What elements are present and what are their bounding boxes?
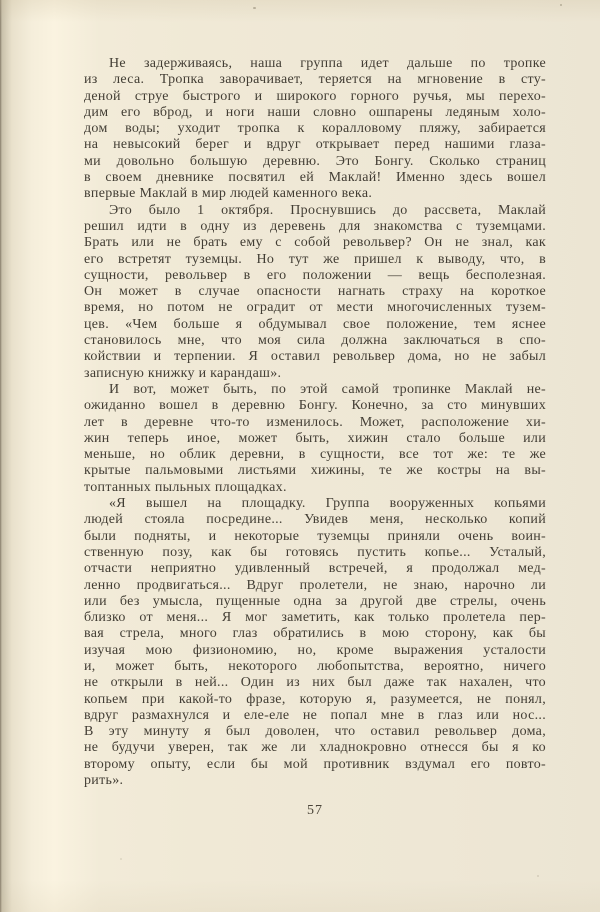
text-line: дим его вброд, и ноги наши словно ошпарены ледяным холо- bbox=[84, 104, 546, 120]
text-line: топтанных пыльных площадках. bbox=[84, 479, 287, 495]
text-line: В эту минуту я был доволен, что оставил револьвер дома, bbox=[84, 724, 546, 740]
text-line: крытые пальмовыми листьями хижины, те же костры на вы- bbox=[84, 463, 546, 479]
text-line: меньше, но облик деревни, в сущности, все тот же: те же bbox=[84, 447, 546, 463]
text-line: на невысокий берег и вдруг открывает перед нашими глаза- bbox=[84, 137, 546, 153]
text-line: Он может в случае опасности нагнать страху на короткое bbox=[84, 284, 546, 300]
text-block bbox=[84, 56, 546, 789]
text-line: Не задерживаясь, наша группа идет дальше по тропке bbox=[109, 56, 546, 71]
text-line: людей стояла посредине... Увидев меня, несколько копий bbox=[84, 512, 546, 528]
text-line: жин теперь иное, может быть, хижин стало больше или bbox=[84, 430, 546, 446]
text-line: Это было 1 октября. Проснувшись до рассвета, Маклай bbox=[109, 202, 546, 218]
text-line: или без умысла, пущенные одна за другой две стрелы, очень bbox=[84, 593, 546, 609]
text-line: ственную позу, как бы готовясь пустить копье... Усталый, bbox=[84, 544, 546, 560]
page-speck bbox=[560, 4, 562, 6]
text-line: отчасти неприятно удивленный встречей, я продолжал мед- bbox=[84, 561, 546, 577]
text-line: впервые Маклай в мир людей каменного века. bbox=[84, 186, 373, 202]
text-line: цев. «Чем больше я обдумывал свое положение, тем яснее bbox=[84, 316, 546, 332]
text-line: Брать или не брать ему с собой револьвер? Он не знал, как bbox=[84, 235, 546, 251]
text-line: вдруг размахнулся и еле-еле не попал мне в глаз или нос... bbox=[84, 707, 546, 723]
text-line: в своем дневнике посвятил ей Маклай! Именно здесь вошел bbox=[84, 170, 546, 186]
text-line: не открыли в ней... Один из них был даже так нахален, что bbox=[84, 675, 546, 691]
text-line: И вот, может быть, по этой самой тропинке Маклай не- bbox=[109, 381, 546, 397]
text-line: ожиданно вошел в деревню Бонгу. Конечно, за сто минувших bbox=[84, 398, 546, 414]
page-number: 57 bbox=[307, 803, 323, 818]
page-speck bbox=[537, 875, 539, 877]
text-line: его встретят туземцы. Но тут же пришел к выводу, что, в bbox=[84, 251, 546, 267]
text-line: из леса. Тропка заворачивает, теряется на мгновение в сту- bbox=[84, 72, 546, 88]
text-line: ми довольно большую деревню. Это Бонгу. Сколько страниц bbox=[84, 153, 546, 169]
text-line: «Я вышел на площадку. Группа вооруженных копьями bbox=[109, 496, 546, 512]
text-line: койствии и терпении. Я оставил револьвер дома, но не забыл bbox=[84, 349, 546, 365]
page-speck bbox=[120, 858, 122, 860]
text-line: не будучи уверен, так же ли хладнокровно отнесся бы я ко bbox=[84, 740, 546, 756]
text-line: записную книжку и карандаш». bbox=[84, 365, 282, 381]
text-line: решил идти в одну из деревень для знакомства с туземцами. bbox=[84, 218, 546, 234]
text-line: рить». bbox=[84, 773, 124, 789]
text-line: вая стрела, много глаз обратились в мою сторону, как бы bbox=[84, 626, 546, 642]
text-line: близко от меня... Я мог заметить, как только пролетела пер- bbox=[84, 610, 546, 626]
page-speck bbox=[253, 7, 256, 9]
text-line: становилось мне, что моя сила должна заключаться в спо- bbox=[84, 333, 546, 349]
text-line: время, но потом не оградит от мести многочисленных тузем- bbox=[84, 300, 546, 316]
text-line: ленно продвигаться... Вдруг пролетели, не знаю, нарочно ли bbox=[84, 577, 546, 593]
text-line: были подняты, и некоторые туземцы приняли очень воин- bbox=[84, 528, 546, 544]
text-line: и, может быть, некоторого любопытства, вероятно, ничего bbox=[84, 658, 546, 674]
text-line: изучая мою физиономию, но, кроме выражения усталости bbox=[84, 642, 546, 658]
text-line: второму опыту, если бы мой противник вздумал его повто- bbox=[84, 756, 546, 772]
text-line: сущности, револьвер в его положении — вещь бесполезная. bbox=[84, 267, 546, 283]
text-line: копьем при какой-то фразе, которую я, разумеется, не понял, bbox=[84, 691, 546, 707]
text-line: дом воды; уходит тропка к коралловому пляжу, забирается bbox=[84, 121, 546, 137]
text-line: деной струе быстрого и широкого горного ручья, мы перехо- bbox=[84, 88, 546, 104]
text-line: лет в деревне что-то изменилось. Может, расположение хи- bbox=[84, 414, 546, 430]
